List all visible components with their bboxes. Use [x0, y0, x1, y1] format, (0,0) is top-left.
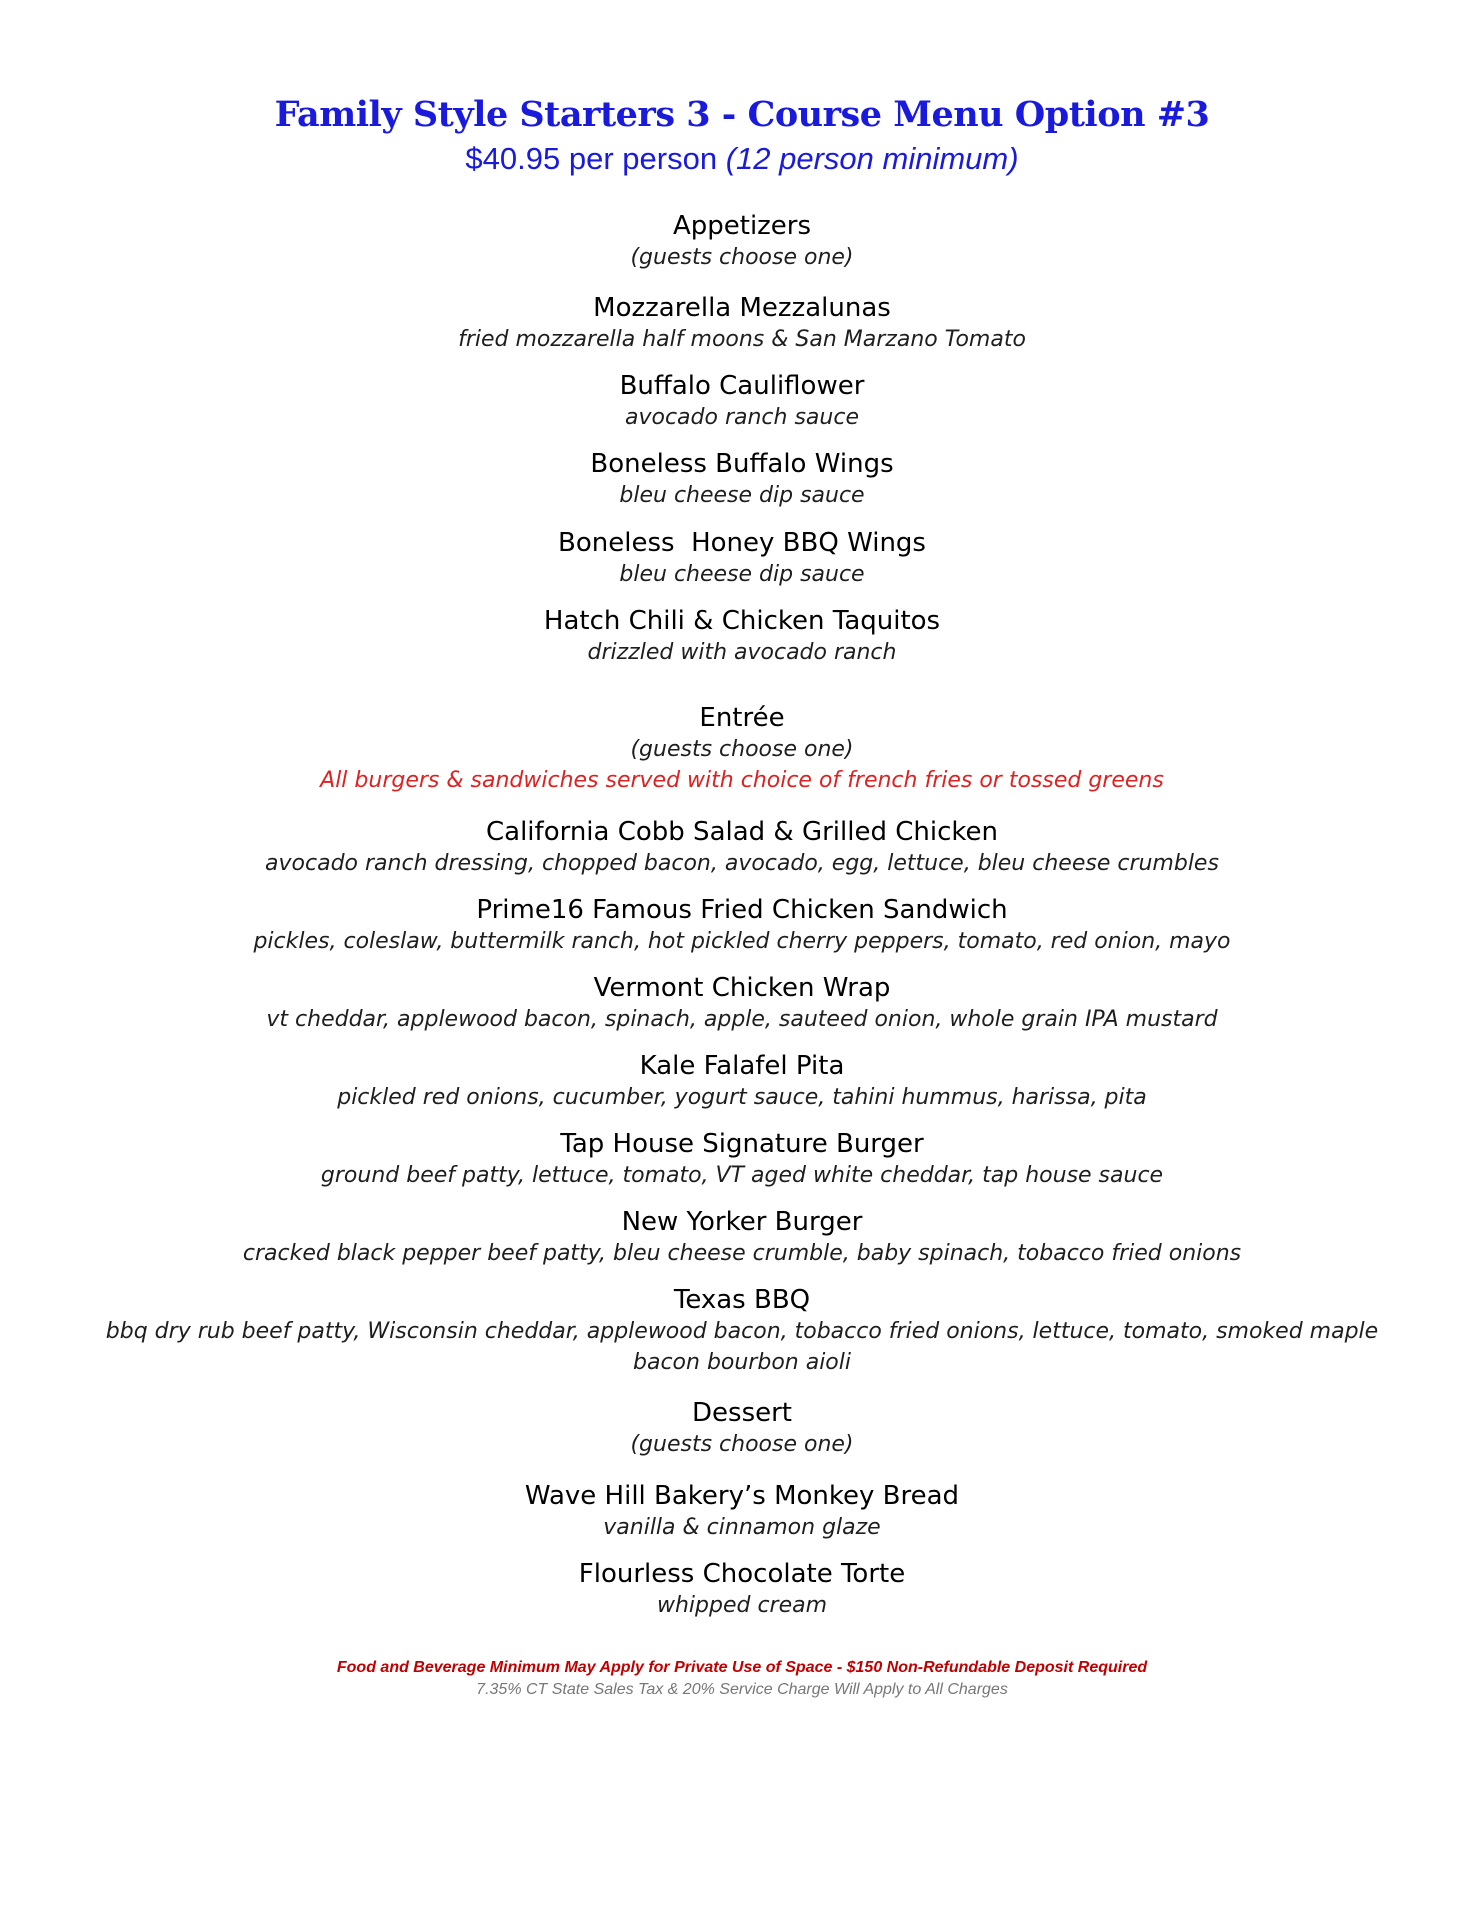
dessert-subheading: (guests choose one)	[630, 1432, 854, 1457]
entree-item-desc: cracked black pepper beef patty, bleu cheese crumble, baby spinach, tobacco fried onions	[242, 1241, 1242, 1266]
footer-tax-notice: 7.35% CT State Sales Tax & 20% Service Charge Will Apply to All Charges	[476, 1681, 1008, 1698]
appetizers-subheading: (guests choose one)	[630, 245, 854, 270]
appetizer-item-desc: bleu cheese dip sauce	[619, 562, 865, 587]
appetizer-item-name: Boneless Honey BBQ Wings	[558, 528, 926, 558]
entree-item-desc: avocado ranch dressing, chopped bacon, avocado, egg, lettuce, bleu cheese crumbles	[265, 851, 1219, 876]
appetizer-item-name: Mozzarella Mezzalunas	[593, 293, 891, 323]
entree-item-name: New Yorker Burger	[621, 1207, 863, 1237]
entree-item-desc-continued: bacon bourbon aioli	[633, 1350, 851, 1375]
appetizer-item-name: Buffalo Cauliflower	[619, 371, 865, 401]
entree-item-name: Texas BBQ	[673, 1285, 811, 1315]
minimum-note: (12 person minimum)	[725, 141, 1019, 176]
dessert-item-name: Wave Hill Bakery’s Monkey Bread	[524, 1481, 960, 1511]
menu-title: Family Style Starters 3 - Course Menu Option #3	[274, 94, 1210, 135]
entree-subheading: (guests choose one)	[630, 737, 854, 762]
entree-item-name: Prime16 Famous Fried Chicken Sandwich	[476, 895, 1008, 925]
entree-heading: Entrée	[699, 703, 785, 733]
appetizers-heading: Appetizers	[672, 211, 812, 241]
appetizer-item-desc: bleu cheese dip sauce	[619, 483, 865, 508]
appetizer-item-desc: drizzled with avocado ranch	[587, 640, 897, 665]
entree-item-desc: pickles, coleslaw, buttermilk ranch, hot pickled cherry peppers, tomato, red onion, mayo	[253, 929, 1231, 954]
entree-item-name: California Cobb Salad & Grilled Chicken	[486, 817, 998, 847]
entree-item-name: Vermont Chicken Wrap	[593, 973, 891, 1003]
appetizer-item-desc: avocado ranch sauce	[625, 405, 859, 430]
dessert-item-desc: whipped cream	[656, 1593, 828, 1618]
entree-item-name: Kale Falafel Pita	[639, 1051, 845, 1081]
dessert-item-desc: vanilla & cinnamon glaze	[603, 1515, 881, 1540]
entree-item-desc: vt cheddar, applewood bacon, spinach, apple, sauteed onion, whole grain IPA mustard	[266, 1007, 1218, 1032]
appetizer-item-desc: fried mozzarella half moons & San Marzano Tomato	[458, 327, 1026, 352]
dessert-heading: Dessert	[692, 1398, 792, 1428]
appetizer-item-name: Boneless Buffalo Wings	[590, 449, 894, 479]
entree-item-name: Tap House Signature Burger	[560, 1129, 924, 1159]
dessert-item-name: Flourless Chocolate Torte	[578, 1559, 906, 1589]
entree-item-desc: pickled red onions, cucumber, yogurt sauce, tahini hummus, harissa, pita	[337, 1085, 1147, 1110]
price-line	[0, 139, 1484, 179]
footer-minimum-notice: Food and Beverage Minimum May Apply for Private Use of Space - $150 Non-Refundable Deposit Required	[336, 1659, 1148, 1676]
price-per-person: $40.95 per person	[465, 141, 718, 176]
entree-item-desc: bbq dry rub beef patty, Wisconsin cheddar, applewood bacon, tobacco fried onions, lettuce, tomato, smoked maple	[105, 1319, 1379, 1344]
appetizer-item-name: Hatch Chili & Chicken Taquitos	[543, 606, 941, 636]
entree-item-desc: ground beef patty, lettuce, tomato, VT aged white cheddar, tap house sauce	[320, 1163, 1164, 1188]
entree-sides-note: All burgers & sandwiches served with choice of french fries or tossed greens	[320, 768, 1164, 793]
